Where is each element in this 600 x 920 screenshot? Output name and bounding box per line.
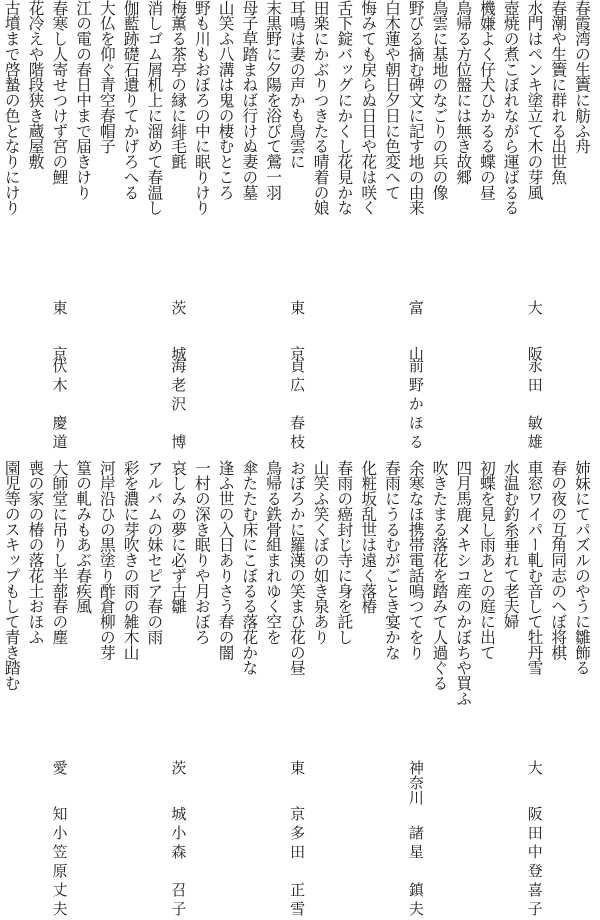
haiku-line: 機嫌よく仔犬ひかるる蝶の昼 — [477, 0, 497, 200]
haiku-line: 春雨にうるむがごとき宴かな — [382, 460, 402, 660]
haiku-line: 車窓ワイパー軋む音して牡丹雪 — [525, 460, 545, 676]
author-prefecture: 富 山 — [406, 300, 425, 369]
author-prefecture: 神奈川 — [406, 760, 425, 805]
haiku-line: 野も川もおぼろの中に眠りけり — [192, 0, 212, 216]
haiku-line: 春霞湾の生簀に舫ふ舟 — [573, 0, 592, 154]
haiku-line: 傘たたむ床にこぼるる落花かな — [240, 460, 260, 676]
upper-block — [0, 0, 600, 453]
haiku-line: 山笑ふ八溝は鬼の棲むところ — [216, 0, 236, 200]
haiku-line: 彩を濃に芽吹きの雨の雑木山 — [121, 460, 141, 660]
author-prefecture: 大 阪 — [525, 300, 544, 369]
haiku-line: 春の夜の互角同志のへぼ将棋 — [549, 460, 569, 660]
haiku-line: 母子草踏まねば行けぬ妻の墓 — [240, 0, 260, 200]
author-prefecture: 東 京 — [288, 760, 307, 829]
haiku-line: 梅薫る茶亭の縁に緋毛氈 — [169, 0, 189, 170]
author-name: 海老沢 博 — [169, 358, 188, 453]
haiku-line: 消しゴム屑机上に溜めて春温し — [145, 0, 165, 216]
author-prefecture: 東 京 — [50, 300, 69, 369]
author-prefecture: 愛 知 — [50, 760, 69, 829]
haiku-line: おぼろかに羅漢の笑まひ花の昼 — [287, 460, 307, 676]
haiku-line: 大師堂に吊りし半蔀春の塵 — [50, 460, 70, 645]
haiku-line: 悔みても戻らぬ日日や花は咲く — [359, 0, 379, 216]
haiku-line: 野びる摘む碑文に記す地の由来 — [406, 0, 426, 216]
haiku-line: 園児等のスキップもして青き踏む — [2, 460, 22, 691]
author-name: 貞広 春枝 — [288, 358, 307, 453]
author-name: 伏木 慶道 — [50, 358, 69, 453]
haiku-line: 河岸沿ひの黒塗り酢倉柳の芽 — [97, 460, 117, 660]
haiku-line: 春潮や生簀に群れる出世魚 — [549, 0, 569, 185]
haiku-line: 花冷えや階段狭き蔵屋敷 — [26, 0, 46, 170]
author-name: 小森 召子 — [169, 825, 188, 920]
haiku-line: 余寒なほ携帯電話鳴つてをり — [406, 460, 426, 660]
haiku-line: 一村の深き眠りや月おぼろ — [192, 460, 212, 645]
haiku-line: 哀しみの夢に必ず古雛 — [169, 460, 189, 614]
haiku-line: 春寒し人寄せつけず宮の鯉 — [50, 0, 70, 185]
author-prefecture: 大 阪 — [525, 760, 544, 829]
haiku-line: 鳥帰る方位盤には無き故郷 — [454, 0, 474, 185]
haiku-line: 古墳まで啓蟄の色となりにけり — [2, 0, 22, 216]
author-name: 小笠原丈夫 — [50, 825, 69, 920]
author-prefecture: 茨 城 — [169, 300, 188, 369]
haiku-line: 化粧坂乱世は遠く落椿 — [359, 460, 379, 614]
haiku-line: 吹きたまる落花を踏みて人過ぐる — [430, 460, 450, 691]
haiku-line: 壺焼の煮こぼれながら運ばるる — [501, 0, 521, 216]
haiku-line: 舌下錠バッグにかくし花見かな — [335, 0, 355, 216]
haiku-line: 初蝶を見し雨あとの庭に出て — [477, 460, 497, 660]
author-prefecture: 茨 城 — [169, 760, 188, 829]
haiku-line: 大仏を仰ぐ青空春帽子 — [97, 0, 117, 154]
haiku-line: 篁の軋みもあぶ春疾風 — [74, 460, 94, 614]
haiku-line: 逢ふ世の入日ありさう春の闇 — [216, 460, 236, 660]
author-name: 多田 正雪 — [288, 825, 307, 920]
haiku-line: 耳鳴は妻の声かも鳥雲に — [287, 0, 307, 170]
lower-block — [0, 460, 600, 920]
haiku-line: 鳥雲に基地のなごりの兵の像 — [430, 0, 450, 200]
haiku-line: 四月馬鹿メキシコ産のかぼちや買ふ — [454, 460, 474, 707]
author-name: 田中登喜子 — [525, 825, 544, 920]
author-name: 永田 敏雄 — [525, 358, 544, 453]
haiku-line: 江の電の春日中まで届きけり — [74, 0, 94, 200]
haiku-line: 喪の家の椿の落花土おほふ — [26, 460, 46, 645]
haiku-line: 水温む釣糸垂れて老夫婦 — [501, 460, 521, 630]
haiku-line: 白木蓮や朝日夕日に色変へて — [382, 0, 402, 200]
haiku-line: 水門はペンキ塗立て木の芽風 — [525, 0, 545, 200]
haiku-line: 姉妹にてパズルのやうに雛飾る — [573, 460, 592, 676]
haiku-line: 鳥帰る鉄骨組まれゆく空を — [264, 460, 284, 645]
author-prefecture: 東 京 — [288, 300, 307, 369]
haiku-line: 山笑ふ笑くぼの如き泉あり — [311, 460, 331, 645]
haiku-line: 伽藍跡礎石遺りてかげろへる — [121, 0, 141, 200]
haiku-line: 末黒野に夕陽を浴びて鶯一羽 — [264, 0, 284, 200]
author-name: 前野かほる — [406, 358, 425, 453]
haiku-line: 春雨の癌封じ寺に身を託し — [335, 460, 355, 645]
author-name: 諸星 鎮夫 — [406, 825, 425, 920]
haiku-line: アルバムの妹セピア春の雨 — [145, 460, 165, 645]
haiku-line: 田楽にかぶりつきたる晴着の娘 — [311, 0, 331, 216]
